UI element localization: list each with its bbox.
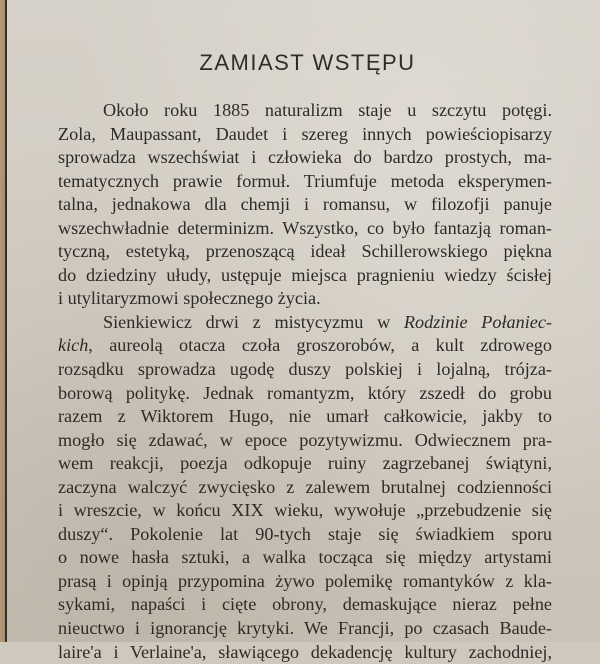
text-line: do dziedziny ułudy, ustępuje miejsca pragnieniu wiedzy ścisłej (58, 264, 552, 285)
text-line (58, 311, 552, 335)
text-line: razem z Wiktorem Hugo, nie umarł całkowicie, jakby to (58, 406, 552, 427)
book-page (7, 0, 600, 662)
text-line (58, 334, 552, 358)
text-run: , aureolą otacza czoła groszorobów, a kult zdrowego (88, 335, 552, 356)
text-line: tematycznych prawie formuł. Triumfuje metoda eksperymen- (58, 170, 552, 191)
text-line: tyczną, estetyką, przenoszącą ideał Schillerowskiego piękna (58, 241, 552, 262)
text-line: duszy“. Pokolenie lat 90-tych staje się świadkiem sporu (58, 523, 552, 544)
text-line: Zola, Maupassant, Daudet i szereg innych powieściopisarzy (58, 123, 552, 144)
text-line: sykami, napaści i cięte obrony, demaskujące nieraz pełne (58, 594, 552, 615)
text-line: wszechwładnie determinizm. Wszystko, co było fantazją roman- (58, 217, 552, 238)
text-line: prasą i opinją przypomina żywo polemikę romantyków z kla- (58, 570, 552, 591)
book-title-italic: kich (58, 335, 89, 356)
text-line: Około roku 1885 naturalizm staje u szczytu potęgi. (103, 100, 552, 120)
text-line: nieuctwo i ignorancję krytyki. We Francji, po czasach Baude- (58, 618, 552, 639)
paragraph-2 (58, 311, 552, 664)
text-line: laire'a i Verlaine'a, sławiącego dekadencję kultury zachodniej, (58, 641, 552, 662)
text-line: o nowe hasła sztuki, a walka tocząca się między artystami (58, 547, 552, 568)
paragraph-1 (58, 99, 552, 311)
text-line: zaczyna walczyć zwycięsko z zalewem brutalnej codzienności (58, 476, 552, 497)
text-line: talna, jednakowa dla chemji i romansu, w filozofji panuje (58, 194, 552, 215)
text-line: borową politykę. Jednak romantyzm, który zszedł do grobu (58, 382, 552, 403)
text-line: sprowadza wszechświat i człowieka do bardzo prostych, ma- (58, 147, 552, 168)
book-title-italic: Rodzinie Połaniec- (403, 311, 552, 332)
text-line: i wreszcie, w końcu XIX wieku, wywołuje „przebudzenie się (58, 500, 552, 521)
text-line: rozsądku sprowadza ugodę duszy polskiej i lojalną, trójza- (58, 359, 552, 380)
text-line: i utylitaryzmowi społecznego życia. (58, 288, 321, 309)
chapter-title: ZAMIAST WSTĘPU (199, 50, 416, 75)
text-run: Sienkiewicz drwi z mistycyzmu w (103, 311, 404, 332)
body-text (58, 99, 552, 664)
text-line: mogło się zdawać, w epoce pozytywizmu. Odwiecznem pra- (58, 429, 552, 450)
text-line: wem reakcji, poezja odkopuje ruiny zagrzebanej świątyni, (58, 453, 552, 474)
